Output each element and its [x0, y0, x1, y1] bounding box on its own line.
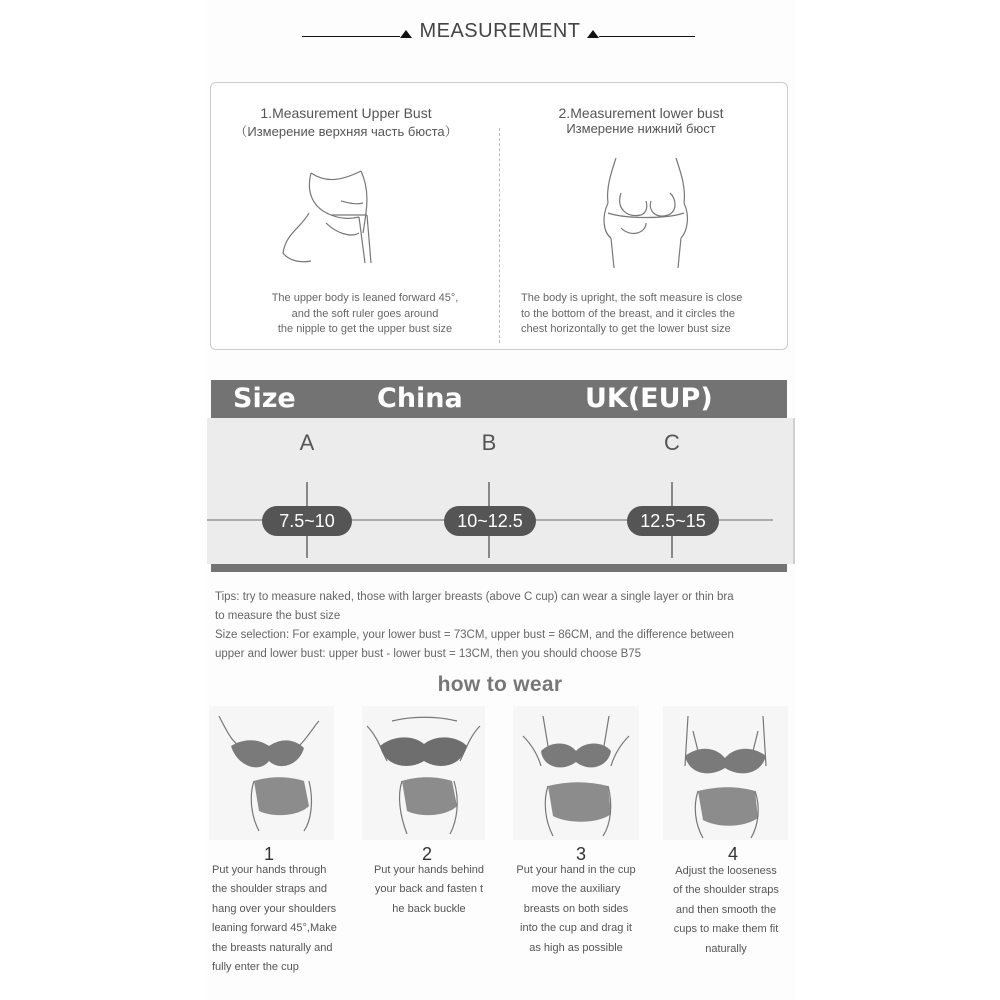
step-line: Put your hands behind — [373, 864, 485, 876]
size-table-body — [207, 418, 795, 564]
upper-bust-title: 1.Measurement Upper Bust — [260, 105, 432, 121]
step-2-number: 2 — [421, 844, 432, 864]
page-title: MEASUREMENT — [419, 20, 581, 42]
step-line: as high as possible — [529, 941, 623, 954]
upper-bust-illustration — [271, 153, 411, 273]
tips-line: Tips: try to measure naked, those with larger breasts (above C cup) can wear a single layer or thin bra — [215, 591, 734, 603]
china-header: China — [377, 383, 463, 414]
step-3-number: 3 — [575, 844, 586, 864]
measurement-header — [300, 18, 700, 48]
step-3-illustration — [513, 706, 639, 840]
desc-line: The upper body is leaned forward 45°, — [271, 292, 459, 304]
tips-line: upper and lower bust: upper bust - lower bust = 13CM, then you should choose B75 — [215, 648, 642, 660]
desc-line: and the soft ruler goes around — [291, 307, 439, 320]
step-3-text — [505, 861, 647, 958]
step-line: your back and fasten t — [374, 883, 484, 896]
step-1-illustration — [209, 706, 334, 840]
column-divider — [499, 128, 500, 343]
step-line: leaning forward 45°,Make — [212, 922, 337, 935]
desc-line: the nipple to get the upper bust size — [277, 323, 453, 335]
step-3-image — [513, 706, 639, 840]
step-line: and then smooth the — [675, 903, 777, 916]
desc-line: The body is upright, the soft measure is close — [521, 292, 743, 304]
step-2-text — [364, 861, 494, 919]
step-line: Put your hands through — [212, 864, 327, 876]
step-line: Adjust the looseness — [675, 865, 777, 877]
step-line: of the shoulder straps — [673, 884, 779, 897]
size-table-header — [211, 380, 787, 418]
step-1-text — [212, 861, 357, 977]
step-4-text — [658, 862, 794, 959]
header-right-rule — [599, 36, 695, 37]
size-table-footer — [211, 564, 787, 572]
lower-bust-subtitle: Измерение нижний бюст — [566, 121, 716, 136]
desc-line: to the bottom of the breast, and it circles the — [521, 307, 736, 320]
step-line: naturally — [705, 942, 747, 955]
range-pill-b: 10~12.5 — [444, 506, 536, 536]
step-line: cups to make them fit — [673, 923, 779, 936]
tips-text — [215, 588, 785, 664]
uk-header: UK(EUP) — [585, 383, 713, 414]
step-2-image — [362, 706, 485, 840]
lower-bust-title: 2.Measurement lower bust — [558, 105, 724, 121]
range-pill-c: 12.5~15 — [627, 506, 719, 536]
cup-label-c: C — [664, 430, 680, 455]
desc-line: chest horizontally to get the lower bust size — [521, 323, 731, 335]
tips-line: Size selection: For example, your lower bust = 73CM, upper bust = 86CM, and the difference between — [215, 629, 734, 641]
step-line: fully enter the cup — [212, 961, 299, 974]
step-line: breasts on both sides — [523, 902, 629, 915]
step-line: he back buckle — [392, 902, 466, 915]
upper-bust-description — [255, 291, 475, 338]
step-4-number: 4 — [727, 844, 738, 864]
step-1-number: 1 — [263, 844, 274, 864]
step-line: Put your hand in the cup — [516, 864, 636, 876]
measurement-panel — [210, 82, 788, 350]
cup-label-b: B — [481, 430, 497, 455]
step-line: into the cup and drag it — [520, 922, 632, 935]
tips-line: to measure the bust size — [215, 610, 341, 622]
range-pill-a: 7.5~10 — [262, 506, 352, 536]
cup-label-a: A — [299, 430, 315, 455]
step-4-illustration — [663, 706, 788, 840]
lower-bust-illustration — [586, 153, 706, 273]
how-to-wear-title: how to wear — [437, 673, 563, 696]
step-1-image — [209, 706, 334, 840]
header-right-triangle — [587, 30, 599, 38]
step-line: the shoulder straps and — [212, 883, 327, 896]
upper-bust-heading — [211, 105, 481, 140]
size-header: Size — [233, 383, 296, 414]
lower-bust-heading — [511, 105, 771, 136]
upper-bust-subtitle: （Измерение верхняя часть бюста） — [234, 124, 458, 139]
step-4-image — [663, 706, 788, 840]
step-line: the breasts naturally and — [212, 941, 333, 954]
lower-bust-description — [521, 291, 791, 338]
step-2-illustration — [362, 706, 485, 840]
step-line: hang over your shoulders — [212, 902, 337, 915]
step-line: move the auxiliary — [531, 883, 621, 896]
